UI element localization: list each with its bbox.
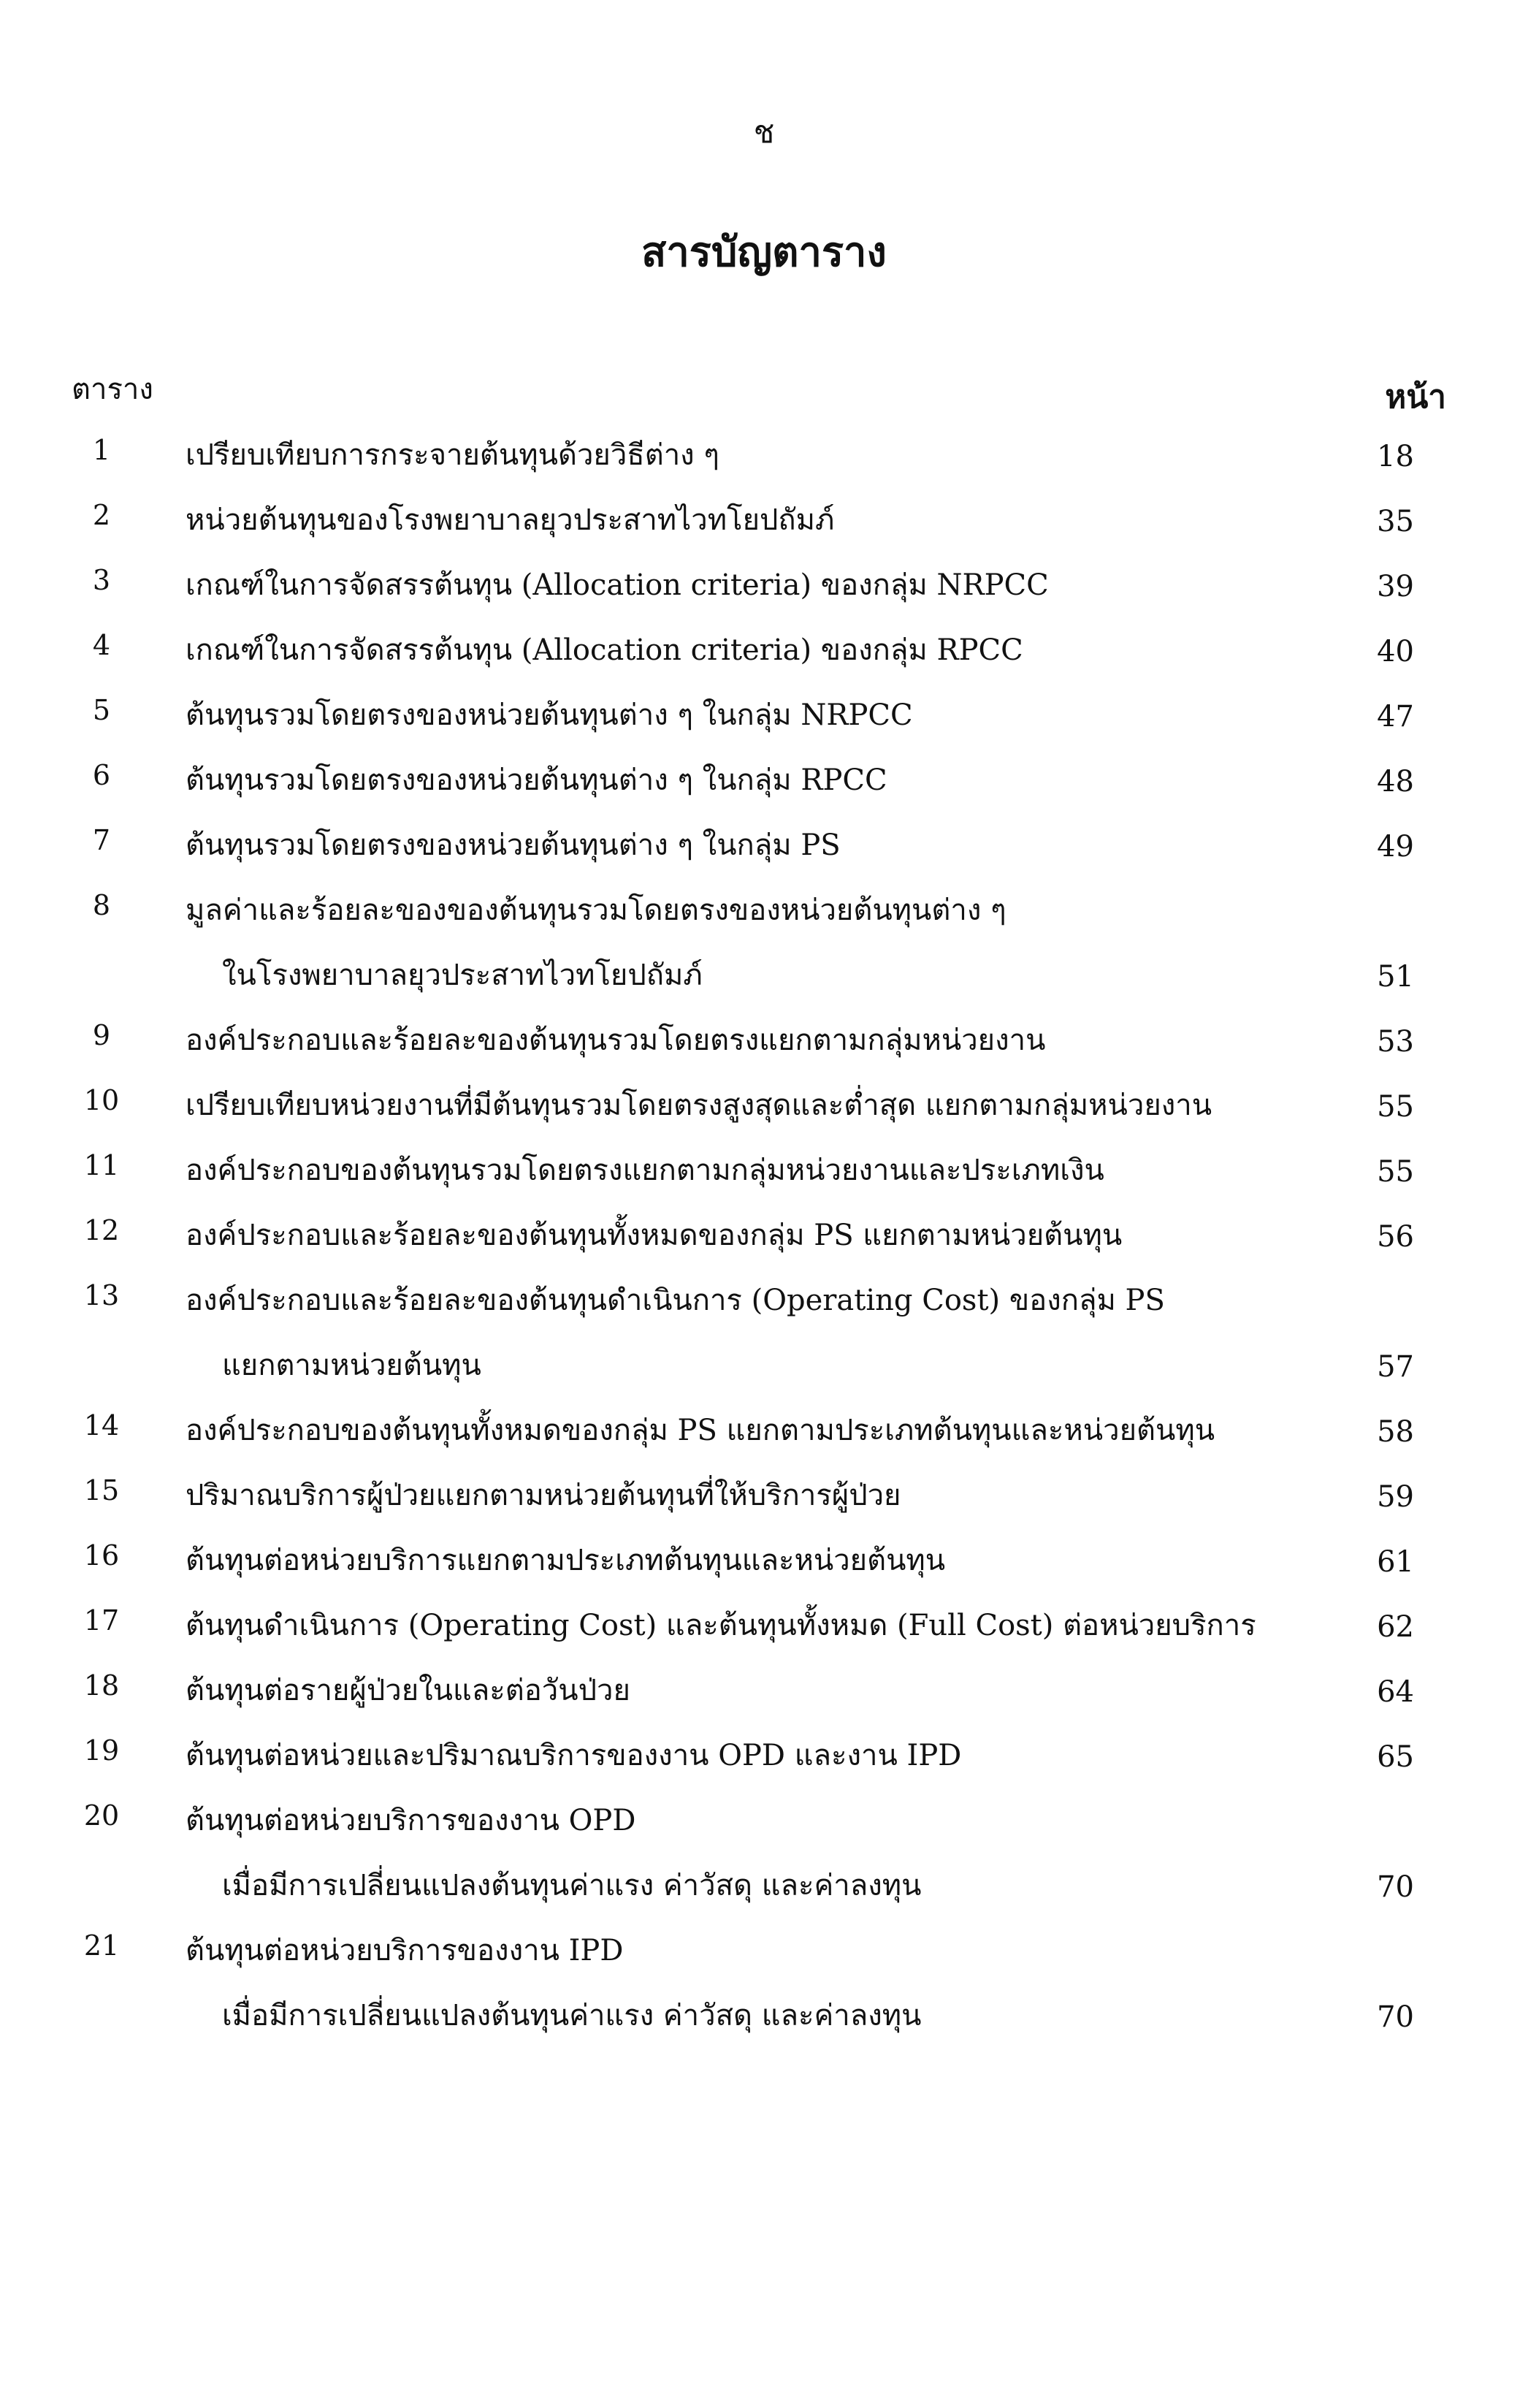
- toc-entry-page: 55: [1377, 1155, 1414, 1189]
- toc-entry-line: [0, 1269, 1528, 1334]
- toc-entry-title: องค์ประกอบของต้นทุนทั้งหมดของกลุ่ม PS แยกตามประเภทต้นทุนและหน่วยต้นทุน: [186, 1414, 1215, 1447]
- toc-entry-line: [0, 1399, 1528, 1464]
- page-title: สารบัญตาราง: [641, 228, 887, 276]
- toc-entry-line: [0, 1464, 1528, 1529]
- toc-entry-line: [0, 489, 1528, 554]
- toc-entry-line: [0, 1139, 1528, 1204]
- toc-entry-page: 35: [1377, 505, 1414, 538]
- toc-entry-title: ต้นทุนรวมโดยตรงของหน่วยต้นทุนต่าง ๆ ในกลุ่ม PS: [186, 828, 841, 862]
- toc-entry-number: 18: [83, 1669, 120, 1702]
- toc-entry-title: ปริมาณบริการผู้ป่วยแยกตามหน่วยต้นทุนที่ให้บริการผู้ป่วย: [186, 1479, 901, 1512]
- toc-entry-line: [0, 1074, 1528, 1139]
- toc-entry-title: องค์ประกอบและร้อยละของต้นทุนดำเนินการ (Operating Cost) ของกลุ่ม PS: [186, 1284, 1165, 1317]
- toc-entry-page: 39: [1377, 570, 1414, 603]
- page-number: ช: [753, 114, 775, 150]
- toc-entry-line: [0, 1789, 1528, 1854]
- toc-entry[interactable]: [0, 489, 1528, 554]
- toc-entry-line: [0, 749, 1528, 814]
- toc-entry[interactable]: [0, 619, 1528, 684]
- toc-entry-title: เมื่อมีการเปลี่ยนแปลงต้นทุนค่าแรง ค่าวัสดุ และค่าลงทุน: [222, 1999, 922, 2032]
- toc-entry-page: 56: [1377, 1220, 1414, 1254]
- toc-entry[interactable]: [0, 1789, 1528, 1919]
- toc-entry[interactable]: [0, 749, 1528, 814]
- toc-entry-line: [0, 1204, 1528, 1269]
- toc-entry[interactable]: [0, 684, 1528, 749]
- toc-entry-page: 59: [1377, 1480, 1414, 1514]
- column-header-page: หน้า: [1385, 378, 1446, 416]
- table-of-contents-list: [0, 424, 1528, 2049]
- toc-entry-title: แยกตามหน่วยต้นทุน: [222, 1349, 481, 1382]
- toc-entry-title: ต้นทุนดำเนินการ (Operating Cost) และต้นทุนทั้งหมด (Full Cost) ต่อหน่วยบริการ: [186, 1609, 1256, 1642]
- toc-entry-line: [0, 554, 1528, 619]
- toc-entry[interactable]: [0, 424, 1528, 489]
- toc-entry-line: [0, 424, 1528, 489]
- toc-entry-page: 40: [1377, 635, 1414, 668]
- toc-entry-title: มูลค่าและร้อยละของของต้นทุนรวมโดยตรงของหน่วยต้นทุนต่าง ๆ: [186, 894, 1006, 927]
- toc-entry-number: 15: [83, 1474, 120, 1506]
- toc-entry-title: ต้นทุนต่อรายผู้ป่วยในและต่อวันป่วย: [186, 1674, 630, 1707]
- toc-entry-number: 10: [83, 1084, 120, 1116]
- column-header-table: ตาราง: [72, 373, 153, 406]
- toc-entry[interactable]: [0, 1594, 1528, 1659]
- toc-entry-number: 16: [83, 1539, 120, 1571]
- toc-entry-line: [0, 1724, 1528, 1789]
- toc-entry-number: 3: [92, 564, 111, 596]
- toc-entry[interactable]: [0, 1919, 1528, 2049]
- toc-entry-number: 2: [92, 499, 111, 531]
- toc-entry-title: เมื่อมีการเปลี่ยนแปลงต้นทุนค่าแรง ค่าวัสดุ และค่าลงทุน: [222, 1869, 922, 1902]
- toc-entry-line: [0, 879, 1528, 944]
- toc-entry-line: [0, 1334, 1528, 1399]
- toc-entry-page: 70: [1377, 1870, 1414, 1904]
- toc-entry-number: 11: [83, 1149, 120, 1181]
- toc-entry-line: [0, 814, 1528, 879]
- toc-entry-number: 1: [92, 434, 111, 466]
- toc-entry-title: องค์ประกอบของต้นทุนรวมโดยตรงแยกตามกลุ่มหน่วยงานและประเภทเงิน: [186, 1154, 1104, 1187]
- toc-entry-line: [0, 1594, 1528, 1659]
- toc-entry-page: 55: [1377, 1090, 1414, 1124]
- toc-entry-page: 51: [1377, 960, 1414, 994]
- toc-entry-page: 62: [1377, 1610, 1414, 1644]
- toc-entry-title: เปรียบเทียบการกระจายต้นทุนด้วยวิธีต่าง ๆ: [186, 438, 719, 472]
- toc-entry-page: 47: [1377, 700, 1414, 734]
- toc-entry-number: 6: [92, 759, 111, 791]
- toc-entry-number: 9: [92, 1019, 111, 1051]
- toc-entry[interactable]: [0, 1399, 1528, 1464]
- toc-entry-title: ต้นทุนต่อหน่วยบริการแยกตามประเภทต้นทุนและหน่วยต้นทุน: [186, 1544, 946, 1577]
- toc-entry-number: 17: [83, 1604, 120, 1637]
- toc-entry[interactable]: [0, 1269, 1528, 1399]
- toc-entry-page: 64: [1377, 1675, 1414, 1709]
- toc-entry-title: องค์ประกอบและร้อยละของต้นทุนรวมโดยตรงแยกตามกลุ่มหน่วยงาน: [186, 1024, 1046, 1057]
- toc-entry[interactable]: [0, 1724, 1528, 1789]
- toc-entry-page: 18: [1377, 440, 1414, 473]
- toc-entry-title: ต้นทุนรวมโดยตรงของหน่วยต้นทุนต่าง ๆ ในกลุ่ม NRPCC: [186, 698, 913, 732]
- toc-entry-line: [0, 1529, 1528, 1594]
- toc-entry[interactable]: [0, 554, 1528, 619]
- toc-entry-number: 21: [83, 1929, 120, 1962]
- toc-entry-line: [0, 1659, 1528, 1724]
- toc-entry-line: [0, 684, 1528, 749]
- toc-entry-title: ในโรงพยาบาลยุวประสาทไวทโยปถัมภ์: [222, 959, 703, 992]
- toc-entry-number: 7: [92, 824, 111, 856]
- toc-entry-title: หน่วยต้นทุนของโรงพยาบาลยุวประสาทไวทโยปถัมภ์: [186, 503, 835, 537]
- toc-entry[interactable]: [0, 1139, 1528, 1204]
- toc-entry-page: 57: [1377, 1350, 1414, 1384]
- toc-entry-line: [0, 619, 1528, 684]
- toc-entry[interactable]: [0, 1009, 1528, 1074]
- toc-entry[interactable]: [0, 1529, 1528, 1594]
- toc-entry-number: 20: [83, 1799, 120, 1832]
- toc-entry-page: 61: [1377, 1545, 1414, 1579]
- toc-entry[interactable]: [0, 879, 1528, 1009]
- toc-entry-title: ต้นทุนต่อหน่วยและปริมาณบริการของงาน OPD และงาน IPD: [186, 1739, 962, 1772]
- toc-entry-title: เกณฑ์ในการจัดสรรต้นทุน (Allocation criteria) ของกลุ่ม NRPCC: [186, 568, 1049, 602]
- toc-entry-line: [0, 944, 1528, 1009]
- toc-entry-title: เปรียบเทียบหน่วยงานที่มีต้นทุนรวมโดยตรงสูงสุดและต่ำสุด แยกตามกลุ่มหน่วยงาน: [186, 1089, 1212, 1122]
- toc-entry-number: 12: [83, 1214, 120, 1246]
- toc-entry-line: [0, 1854, 1528, 1919]
- toc-entry-line: [0, 1009, 1528, 1074]
- toc-entry-page: 65: [1377, 1740, 1414, 1774]
- toc-entry[interactable]: [0, 1204, 1528, 1269]
- toc-entry-number: 19: [83, 1734, 120, 1767]
- toc-entry[interactable]: [0, 814, 1528, 879]
- toc-entry-title: องค์ประกอบและร้อยละของต้นทุนทั้งหมดของกลุ่ม PS แยกตามหน่วยต้นทุน: [186, 1219, 1123, 1252]
- toc-entry-title: ต้นทุนต่อหน่วยบริการของงาน IPD: [186, 1934, 624, 1967]
- toc-entry-title: เกณฑ์ในการจัดสรรต้นทุน (Allocation criteria) ของกลุ่ม RPCC: [186, 633, 1023, 667]
- toc-entry-number: 8: [92, 889, 111, 921]
- toc-entry-line: [0, 1984, 1528, 2049]
- toc-entry-number: 4: [92, 629, 111, 661]
- toc-entry-page: 53: [1377, 1025, 1414, 1059]
- toc-entry-page: 70: [1377, 2000, 1414, 2034]
- toc-entry-page: 58: [1377, 1415, 1414, 1449]
- toc-entry-title: ต้นทุนรวมโดยตรงของหน่วยต้นทุนต่าง ๆ ในกลุ่ม RPCC: [186, 763, 887, 797]
- toc-entry[interactable]: [0, 1464, 1528, 1529]
- toc-entry[interactable]: [0, 1659, 1528, 1724]
- toc-entry-page: 49: [1377, 830, 1414, 864]
- toc-entry-line: [0, 1919, 1528, 1984]
- toc-entry-page: 48: [1377, 765, 1414, 799]
- toc-entry-number: 5: [92, 694, 111, 726]
- toc-entry-title: ต้นทุนต่อหน่วยบริการของงาน OPD: [186, 1804, 636, 1837]
- toc-entry-number: 13: [83, 1279, 120, 1311]
- toc-entry-number: 14: [83, 1409, 120, 1441]
- toc-entry[interactable]: [0, 1074, 1528, 1139]
